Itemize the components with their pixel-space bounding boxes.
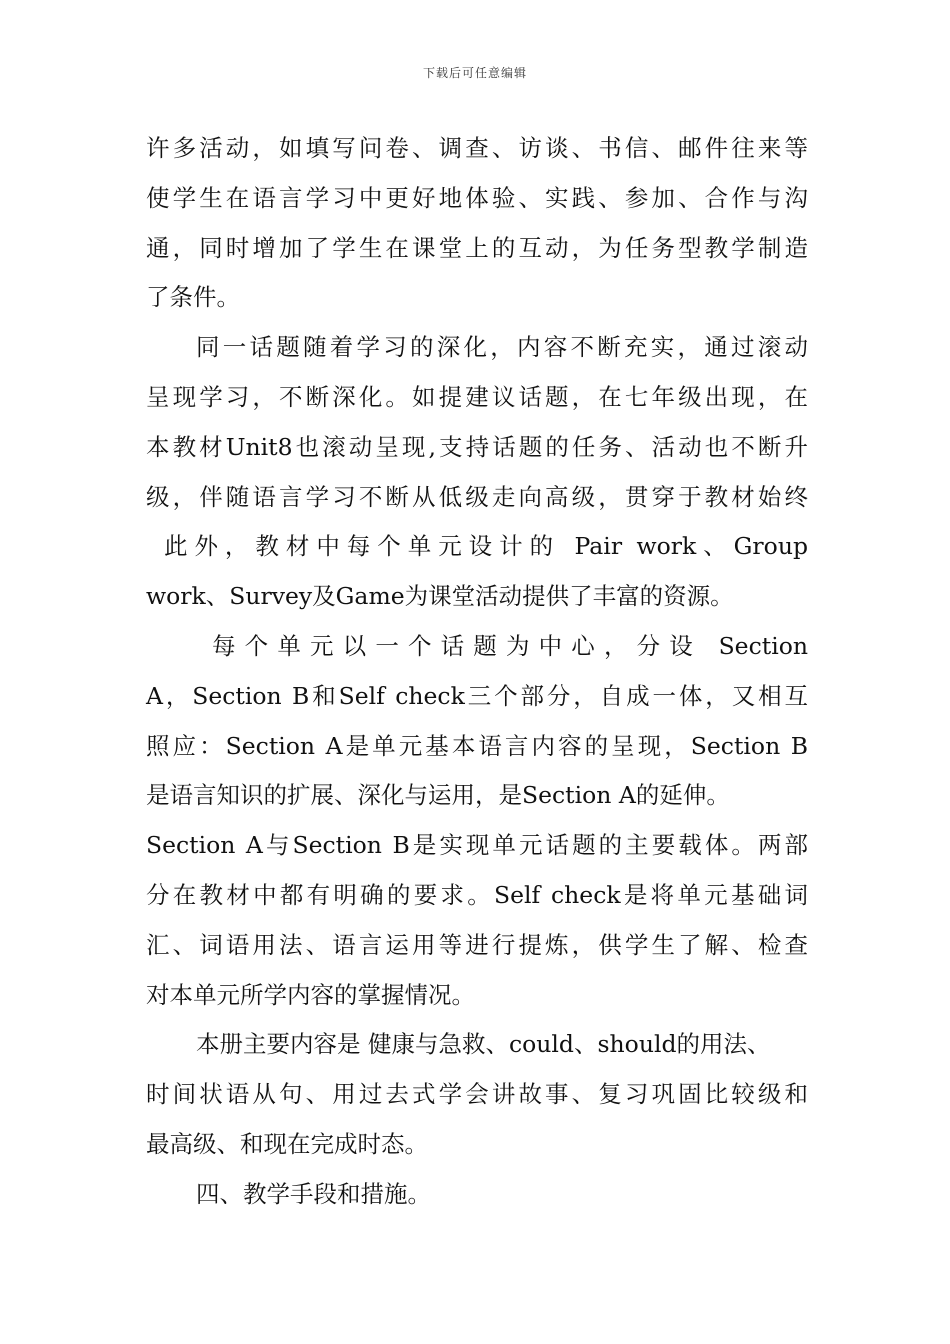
text-line: 同一话题随着学习的深化，内容不断充实，通过滚动 <box>196 333 808 362</box>
text-line: 呈现学习，不断深化。如提建议话题，在七年级出现，在 <box>146 382 808 411</box>
text-line: 此外，教材中每个单元设计的 Pair work、Group <box>164 532 808 561</box>
text-line: 本册主要内容是 健康与急救、could、should的用法、 <box>196 1030 771 1059</box>
text-line: work、Survey及Game为课堂活动提供了丰富的资源。 <box>146 582 734 611</box>
text-line: 使学生在语言学习中更好地体验、实践、参加、合作与沟 <box>146 183 808 212</box>
text-line: 分在教材中都有明确的要求。Self check是将单元基础词 <box>146 880 808 909</box>
text-line: 最高级、和现在完成时态。 <box>146 1129 428 1158</box>
text-line: 了条件。 <box>146 283 240 312</box>
text-line: 许多活动，如填写问卷、调查、访谈、书信、邮件往来等 <box>146 134 808 162</box>
text-line: 是语言知识的扩展、深化与运用，是Section A的延伸。 <box>146 781 730 810</box>
text-line: 通，同时增加了学生在课堂上的互动，为任务型教学制造 <box>146 233 808 262</box>
text-line: 汇、词语用法、语言运用等进行提炼，供学生了解、检查 <box>146 930 808 959</box>
document-body <box>146 124 808 1220</box>
page-header: 下载后可任意编辑 <box>422 66 527 80</box>
text-line: 对本单元所学内容的掌握情况。 <box>146 980 475 1009</box>
text-line: 四、教学手段和措施。 <box>196 1179 431 1208</box>
text-line: 每个单元以一个话题为中心，分设 Section <box>212 631 808 660</box>
text-line: 本教材Unit8也滚动呈现,支持话题的任务、活动也不断升 <box>146 432 808 461</box>
text-line: 照应：Section A是单元基本语言内容的呈现，Section B <box>146 731 808 760</box>
text-line: 时间状语从句、用过去式学会讲故事、复习巩固比较级和 <box>146 1080 808 1109</box>
text-line: A，Section B和Self check三个部分，自成一体，又相互 <box>146 681 808 710</box>
text-line: 级，伴随语言学习不断从低级走向高级，贯穿于教材始终 <box>146 482 808 511</box>
text-line: Section A与Section B是实现单元话题的主要载体。两部 <box>146 831 808 860</box>
